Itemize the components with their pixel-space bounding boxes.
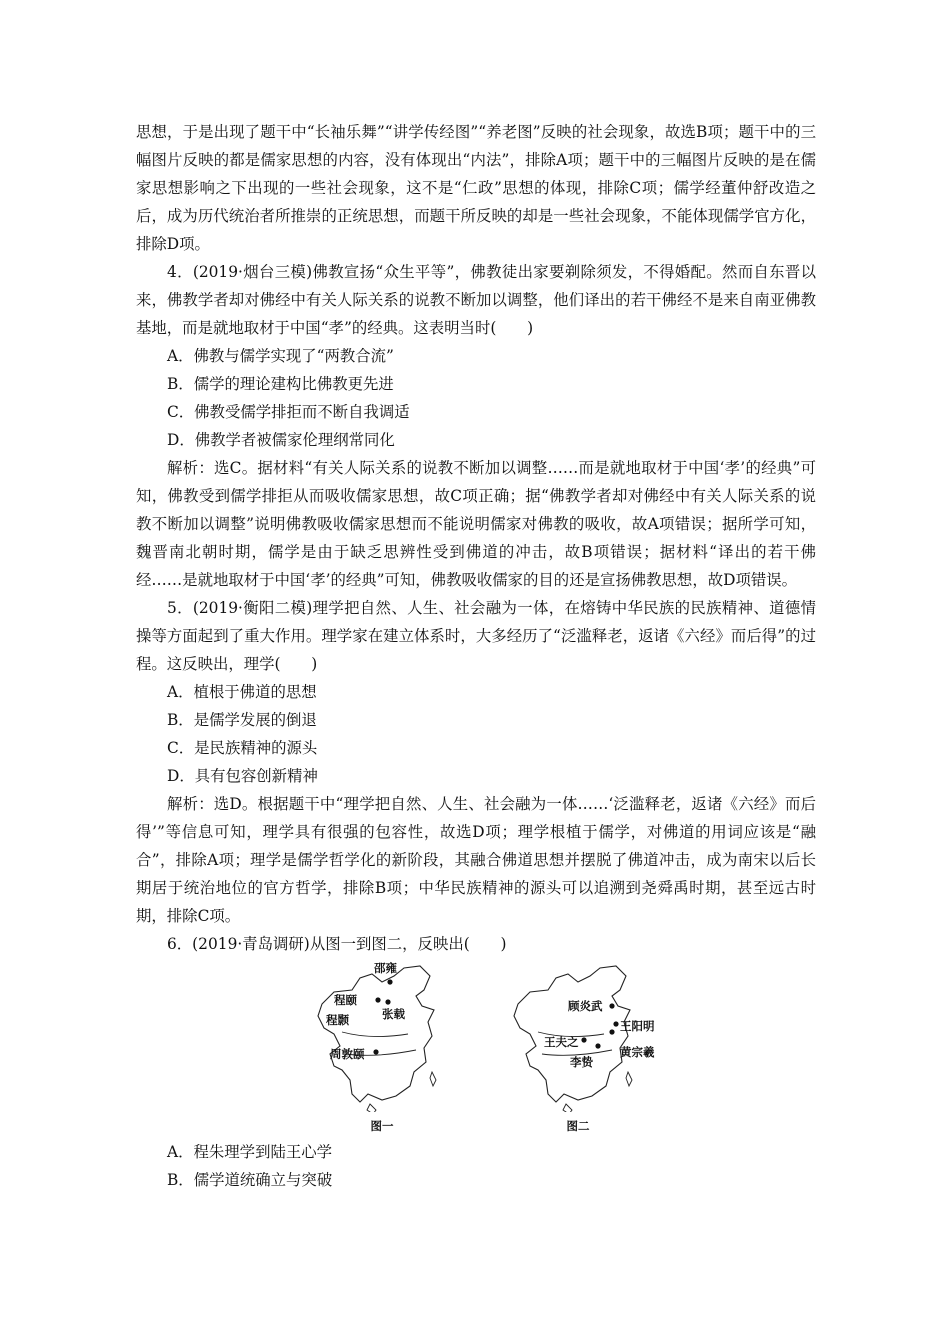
map-label: 王阳明: [620, 1019, 655, 1033]
q6-option-b: B．儒学道统确立与突破: [167, 1171, 333, 1189]
q5-option-c: C．是民族精神的源头: [167, 739, 318, 757]
location-dot: [385, 999, 390, 1004]
figure-one-map: [312, 962, 482, 1134]
map-label: 程颢: [326, 1013, 349, 1027]
q5-option-d: D．具有包容创新精神: [167, 767, 318, 785]
location-dot: [581, 1037, 586, 1042]
q5-option-a: A．植根于佛道的思想: [167, 683, 317, 701]
china-map-outline-2: [508, 962, 678, 1112]
location-dot: [609, 1003, 614, 1008]
location-dot: [387, 979, 392, 984]
location-dot: [595, 1043, 600, 1048]
document-page: [136, 118, 816, 1194]
china-map-outline-1: [312, 962, 482, 1112]
q5-analysis: 解析：选D。根据题干中“理学把自然、人生、社会融为一体……‘泛滥释老，返诸《六经》而后得’”等信息可知，理学具有很强的包容性，故选D项；理学根植于儒学，对佛道的用词应该是“融合”，排除A项；理学是儒学哲学化的新阶段，其融合佛道思想并摆脱了佛道冲击，成为南宋以后长期居于统治地位的官方哲学，排除B项；中华民族精神的源头可以追溯到尧舜禹时期，甚至远古时期，排除C项。: [136, 795, 816, 925]
map-label: 李贽: [570, 1055, 593, 1069]
figure-caption: 图二: [566, 1119, 590, 1133]
q4-option-c: C．佛教受儒学排拒而不断自我调适: [167, 403, 410, 421]
figure-caption: 图一: [370, 1119, 394, 1133]
map-label: 程颐: [334, 993, 357, 1007]
location-dot: [373, 1049, 378, 1054]
location-dot: [613, 1021, 618, 1026]
map-label: 顾炎武: [568, 999, 603, 1013]
q4-option-a: A．佛教与儒学实现了“两教合流”: [167, 347, 394, 365]
location-dot: [375, 997, 380, 1002]
figure-two-map: [508, 962, 678, 1134]
map-label: 邵雍: [374, 961, 397, 975]
map-label: 王夫之: [544, 1035, 579, 1049]
location-dot: [609, 1029, 614, 1034]
q6-option-a: A．程朱理学到陆王心学: [167, 1143, 333, 1161]
map-label: 张载: [382, 1007, 405, 1021]
q4-analysis: 解析：选C。据材料“有关人际关系的说教不断加以调整……而是就地取材于中国‘孝’的经典”可知，佛教受到儒学排拒从而吸收儒家思想，故C项正确；据“佛教学者却对佛经中有关人际关系的说教不断加以调整”说明佛教吸收儒家思想而不能说明儒家对佛教的吸收，故A项错误；据所学可知，魏晋南北朝时期，儒学是由于缺乏思辨性受到佛道的冲击，故B项错误；据材料“译出的若干佛经……是就地取材于中国‘孝’的经典”可知，佛教吸收儒家的目的还是宣扬佛教思想，故D项错误。: [136, 459, 816, 589]
q4-option-b: B．儒学的理论建构比佛教更先进: [167, 375, 394, 393]
q4-stem: 4．(2019·烟台三模)佛教宣扬“众生平等”，佛教徒出家要剃除须发，不得婚配。然而自东晋以来，佛教学者却对佛经中有关人际关系的说教不断加以调整，他们译出的若干佛经不是来自南亚佛教基地，而是就地取材于中国“孝”的经典。这表明当时( ): [136, 263, 816, 337]
map-label: 黄宗羲: [620, 1045, 655, 1059]
map-label: 周敦颐: [330, 1047, 365, 1061]
q3-analysis-continued: 思想，于是出现了题干中“长袖乐舞”“讲学传经图”“养老图”反映的社会现象，故选B项；题干中的三幅图片反映的都是儒家思想的内容，没有体现出“内法”，排除A项；题干中的三幅图片反映的是在儒家思想影响之下出现的一些社会现象，这不是“仁政”思想的体现，排除C项；儒学经董仲舒改造之后，成为历代统治者所推崇的正统思想，而题干所反映的却是一些社会现象，不能体现儒学官方化，排除D项。: [136, 123, 816, 253]
q4-option-d: D．佛教学者被儒家伦理纲常同化: [167, 431, 395, 449]
q5-option-b: B．是儒学发展的倒退: [167, 711, 317, 729]
q5-stem: 5．(2019·衡阳二模)理学把自然、人生、社会融为一体，在熔铸中华民族的民族精神、道德情操等方面起到了重大作用。理学家在建立体系时，大多经历了“泛滥释老，返诸《六经》而后得”的过程。这反映出，理学( ): [136, 599, 816, 673]
q6-figures: [136, 962, 816, 1134]
q6-stem: 6．(2019·青岛调研)从图一到图二，反映出( ): [167, 935, 507, 953]
